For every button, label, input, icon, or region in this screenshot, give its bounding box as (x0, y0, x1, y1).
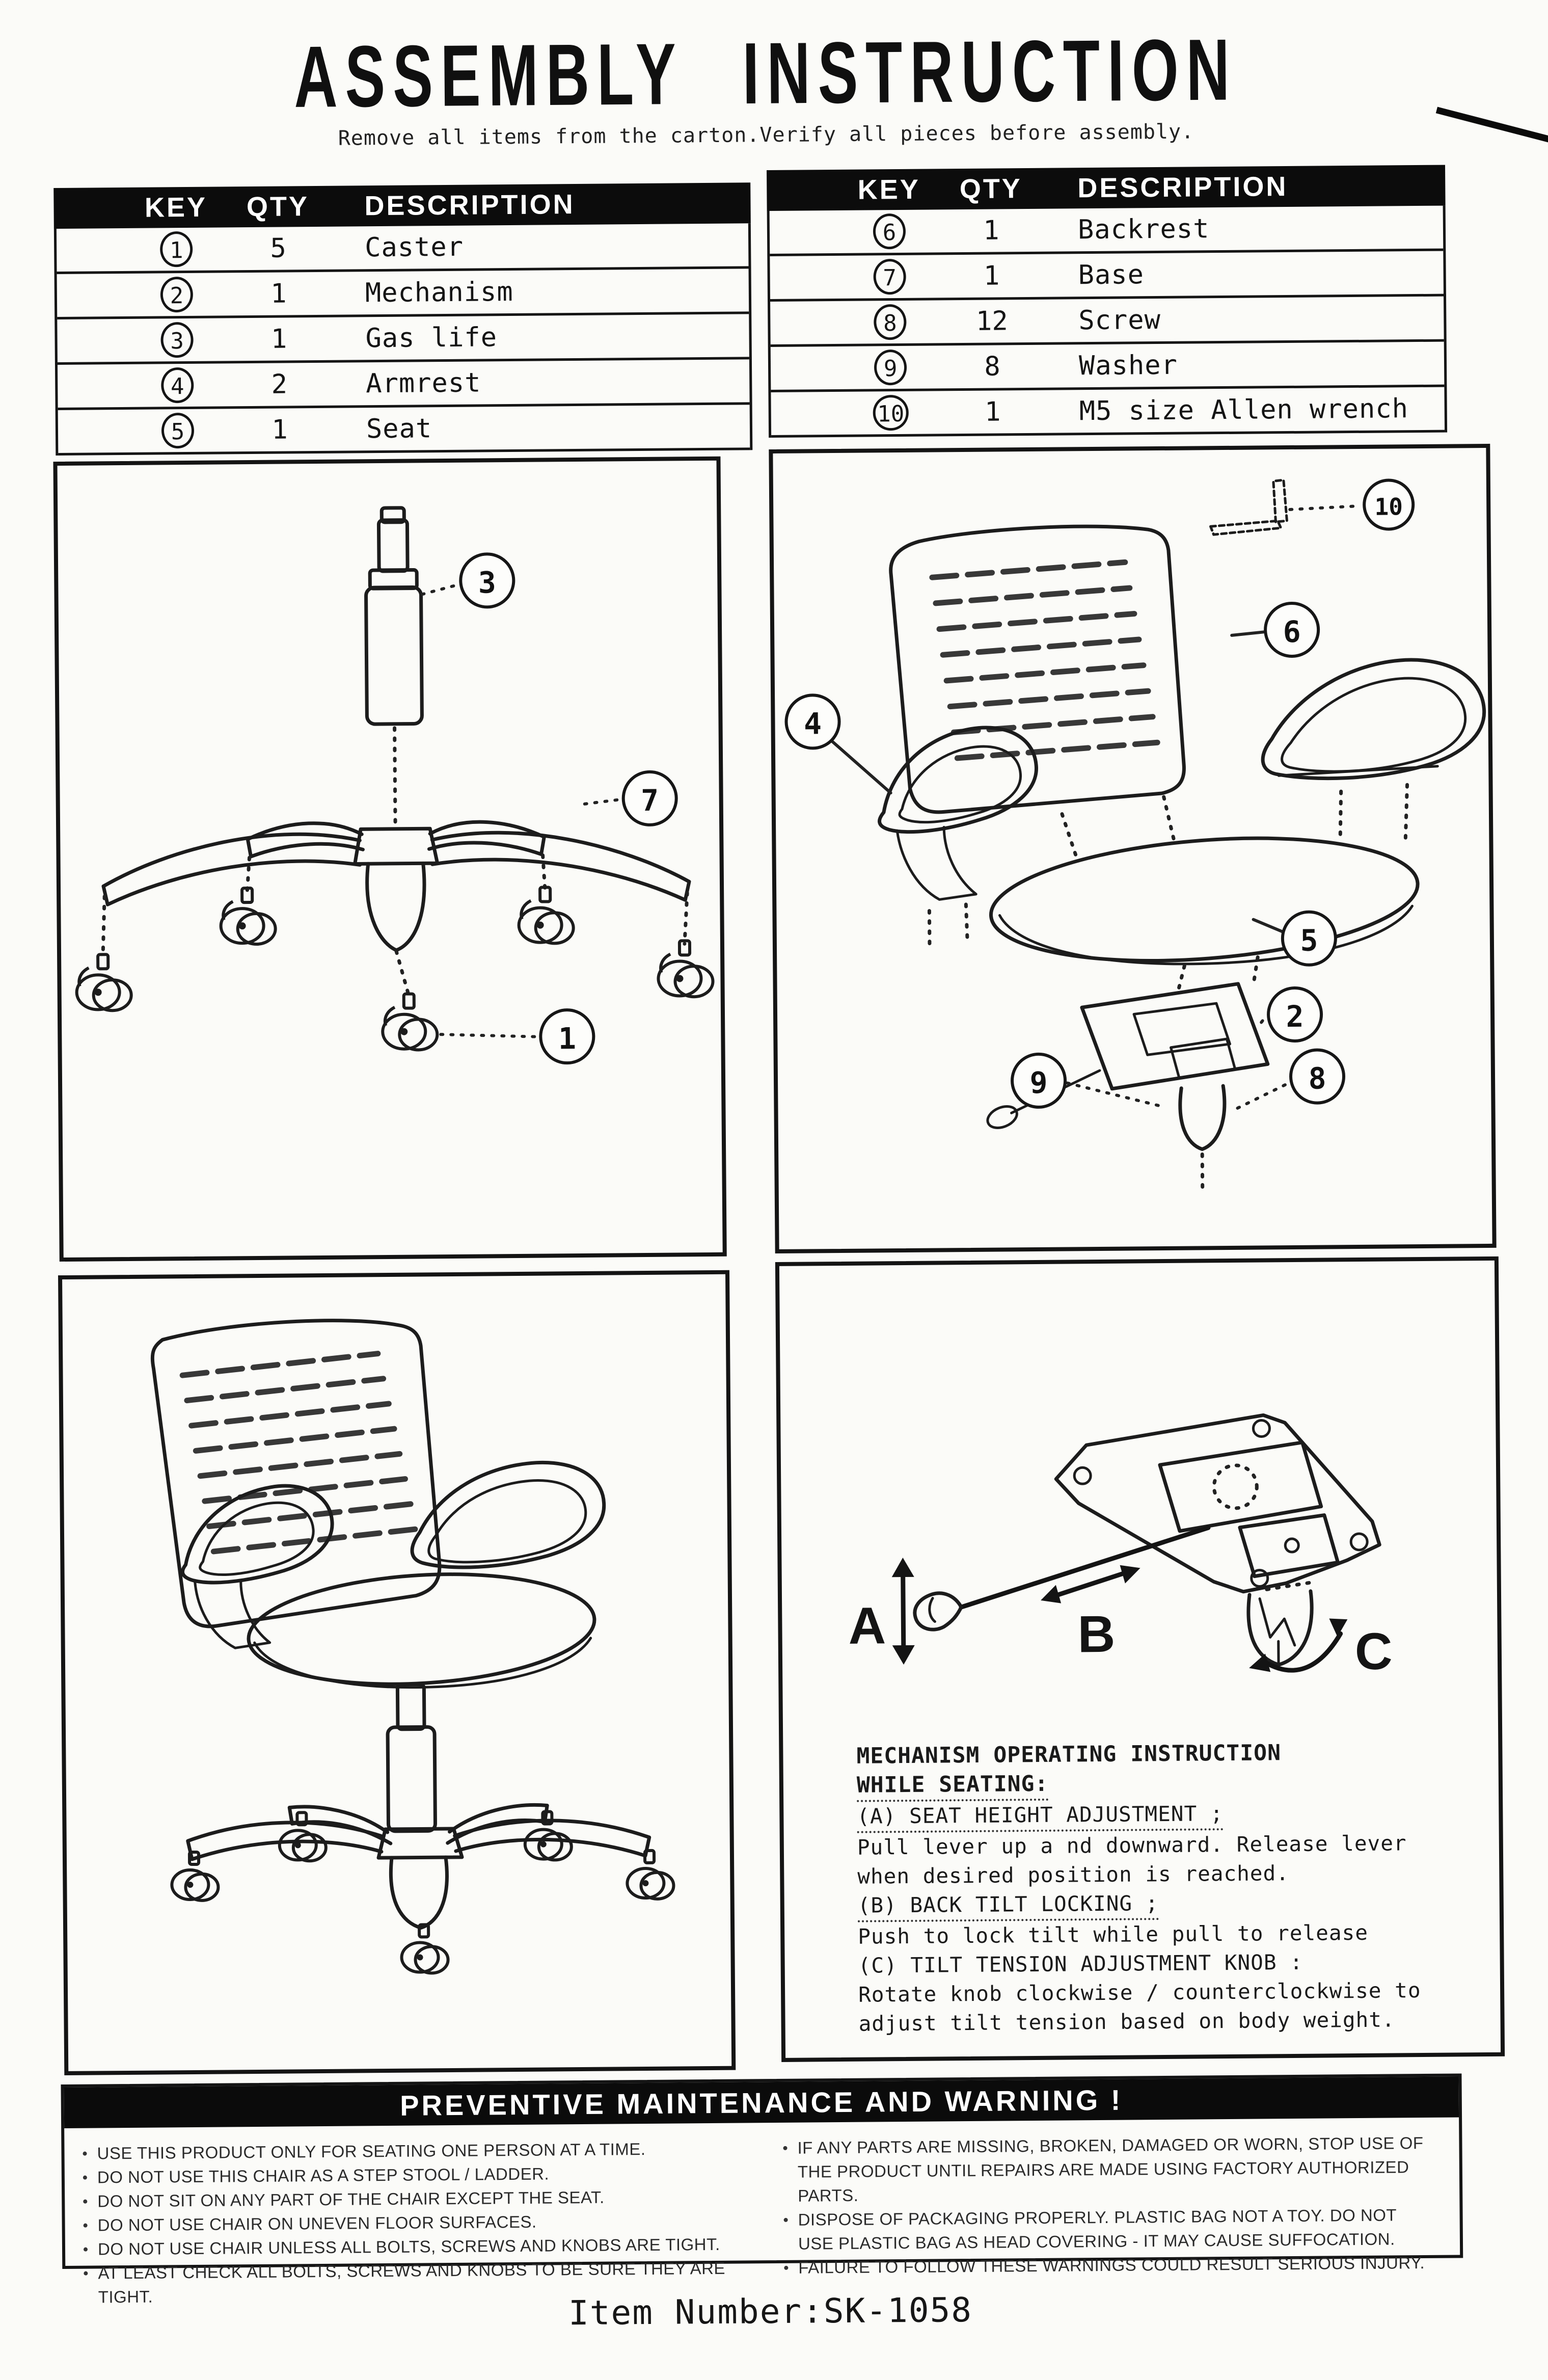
callout-backrest (1232, 603, 1319, 657)
part-qty: 1 (270, 324, 287, 355)
warning-item: USE THIS PRODUCT ONLY FOR SEATING ONE PERSON AT A TIME. (79, 2136, 765, 2165)
tilt-tension-heading: (C) TILT TENSION ADJUSTMENT KNOB : (858, 1949, 1303, 1978)
arrow-c (1248, 1618, 1393, 1681)
callout-armrest (786, 694, 891, 794)
tilt-tension-body: Rotate knob clockwise / counterclockwise to adjust tilt tension based on body weight. (858, 1978, 1421, 2036)
col-header-description: DESCRIPTION (364, 189, 575, 222)
part-key-badge: 4 (161, 367, 194, 404)
part-description: Mechanism (365, 276, 513, 309)
warning-item: DO NOT USE CHAIR UNLESS ALL BOLTS, SCREWS AND KNOBS ARE TIGHT. (80, 2232, 766, 2261)
part-description: Backrest (1077, 213, 1210, 246)
callout-seat (1253, 912, 1336, 965)
back-tilt-body: Push to lock tilt while pull to release (858, 1920, 1369, 1949)
part-key-badge: 6 (873, 213, 906, 250)
part-description: Armrest (366, 367, 481, 399)
svg-text:6: 6 (1283, 614, 1301, 650)
back-tilt-heading: (B) BACK TILT LOCKING ; (858, 1889, 1159, 1922)
svg-text:10: 10 (1374, 493, 1403, 521)
part-key-badge: 2 (160, 277, 194, 313)
parts-table-left-header (53, 182, 751, 229)
part-qty: 1 (983, 215, 999, 246)
table-row (58, 405, 750, 456)
callout-caster (441, 1010, 594, 1064)
warning-section (61, 2073, 1463, 2307)
part-key-badge: 9 (874, 350, 907, 386)
arrow-b (1041, 1565, 1142, 1664)
table-row (771, 387, 1445, 438)
mechanism-instructions (856, 1737, 1470, 2038)
warning-title: PREVENTIVE MAINTENANCE AND WARNING ! (399, 2083, 1123, 2122)
svg-text:8: 8 (1308, 1061, 1326, 1096)
part-key-badge: 8 (874, 304, 907, 340)
table-row (57, 223, 749, 274)
panel-seat-exploded (769, 444, 1496, 1253)
chair-gaslift-drawing (387, 1684, 435, 1831)
callout-allen-wrench (1290, 480, 1414, 530)
col-header-qty: QTY (959, 173, 1023, 205)
col-header-description: DESCRIPTION (1077, 171, 1288, 204)
page-title: ASSEMBLY INSTRUCTION (293, 21, 1238, 126)
part-qty: 2 (271, 369, 288, 400)
label-b: B (1077, 1605, 1116, 1664)
page-subtitle: Remove all items from the carton.Verify all pieces before assembly. (338, 120, 1194, 150)
panel-base-exploded (53, 457, 726, 1262)
chair-base-drawing (187, 1804, 650, 1930)
svg-text:4: 4 (803, 706, 822, 741)
warning-item: FAILURE TO FOLLOW THESE WARNINGS COULD RESULT SERIOUS INJURY. (781, 2251, 1428, 2280)
arrow-a (848, 1558, 915, 1665)
part-qty: 1 (270, 278, 287, 309)
seat-drawing (986, 795, 1423, 975)
table-row (770, 206, 1444, 256)
table-row (770, 251, 1444, 302)
label-a: A (848, 1596, 886, 1655)
svg-text:2: 2 (1286, 999, 1304, 1034)
seat-height-heading: (A) SEAT HEIGHT ADJUSTMENT ; (857, 1799, 1224, 1833)
svg-text:5: 5 (1300, 923, 1318, 958)
gas-lift-drawing (365, 507, 423, 826)
callout-screw (1237, 1050, 1344, 1108)
table-row (58, 359, 750, 410)
table-row (771, 342, 1445, 392)
callout-gas-lift (422, 554, 514, 607)
parts-table-right (767, 165, 1447, 438)
warning-item: AT LEAST CHECK ALL BOLTS, SCREWS AND KNOBS TO BE SURE THEY ARE TIGHT. (80, 2256, 766, 2309)
item-number: Item Number:SK-1058 (568, 2290, 973, 2333)
part-description: Caster (364, 231, 464, 263)
warning-item: IF ANY PARTS ARE MISSING, BROKEN, DAMAGED OR WORN, STOP USE OF THE PRODUCT UNTIL REPAIRS ARE MADE USING FACTORY AUTHORIZED PARTS. (780, 2131, 1427, 2208)
panel-assembled-chair (58, 1270, 736, 2075)
mechanism-instructions-subtitle: WHILE SEATING: (857, 1770, 1049, 1802)
svg-text:7: 7 (640, 783, 659, 818)
seat-height-body: Pull lever up a nd downward. Release lever when desired position is reached. (857, 1831, 1407, 1889)
casters-drawing (76, 885, 713, 1053)
label-c: C (1354, 1622, 1393, 1681)
armrest-right-drawing (1262, 659, 1485, 839)
part-qty: 5 (270, 233, 287, 264)
part-key-badge: 10 (873, 395, 909, 431)
part-description: Washer (1078, 350, 1178, 382)
part-qty: 8 (984, 351, 1000, 382)
warning-item: DO NOT SIT ON ANY PART OF THE CHAIR EXCEPT THE SEAT. (80, 2184, 765, 2213)
svg-text:1: 1 (558, 1021, 577, 1056)
diagram-seat-exploded (773, 448, 1492, 1249)
col-header-key: KEY (857, 174, 921, 205)
part-key-badge: 3 (160, 322, 194, 358)
mechanism-lever-drawing (914, 1528, 1209, 1629)
callout-base (584, 771, 676, 825)
part-key-badge: 1 (160, 231, 193, 268)
parts-table-left (53, 182, 752, 456)
warning-item: DISPOSE OF PACKAGING PROPERLY. PLASTIC BAG NOT A TOY. DO NOT USE PLASTIC BAG AS HEAD COVERING - IT MAY CAUSE SUFFOCATION. (780, 2203, 1428, 2256)
part-qty: 12 (975, 306, 1008, 337)
table-row (57, 269, 749, 319)
svg-text:3: 3 (478, 565, 497, 600)
part-key-badge: 5 (161, 413, 195, 449)
part-description: Base (1078, 259, 1145, 291)
diagram-assembled-chair (62, 1274, 731, 2071)
col-header-qty: QTY (246, 191, 310, 223)
callout-mechanism (1261, 988, 1322, 1041)
table-row (770, 297, 1444, 347)
callout-washer (1012, 1053, 1163, 1108)
col-header-key: KEY (144, 192, 208, 223)
part-description: Seat (366, 413, 432, 445)
diagram-base-exploded (58, 461, 723, 1258)
base-drawing (102, 820, 690, 998)
warning-item: DO NOT USE CHAIR ON UNEVEN FLOOR SURFACES. (80, 2208, 765, 2237)
part-qty: 1 (984, 396, 1001, 427)
part-description: M5 size Allen wrench (1079, 393, 1409, 427)
part-qty: 1 (271, 414, 288, 445)
warning-list-left (79, 2136, 766, 2309)
chair-seat-drawing (245, 1565, 598, 1694)
part-description: Gas life (365, 322, 498, 354)
warning-list-right (780, 2131, 1428, 2304)
part-key-badge: 7 (873, 259, 906, 295)
svg-text:9: 9 (1029, 1065, 1048, 1101)
warning-item: DO NOT USE THIS CHAIR AS A STEP STOOL / LADDER. (80, 2160, 765, 2189)
table-row (57, 314, 749, 365)
part-qty: 1 (983, 260, 1000, 291)
chair-casters-drawing (171, 1810, 674, 1975)
part-description: Screw (1078, 304, 1161, 336)
parts-table-right-header (767, 165, 1446, 211)
mechanism-instructions-title: MECHANISM OPERATING INSTRUCTION (856, 1740, 1282, 1769)
allen-wrench-drawing (1210, 480, 1287, 534)
